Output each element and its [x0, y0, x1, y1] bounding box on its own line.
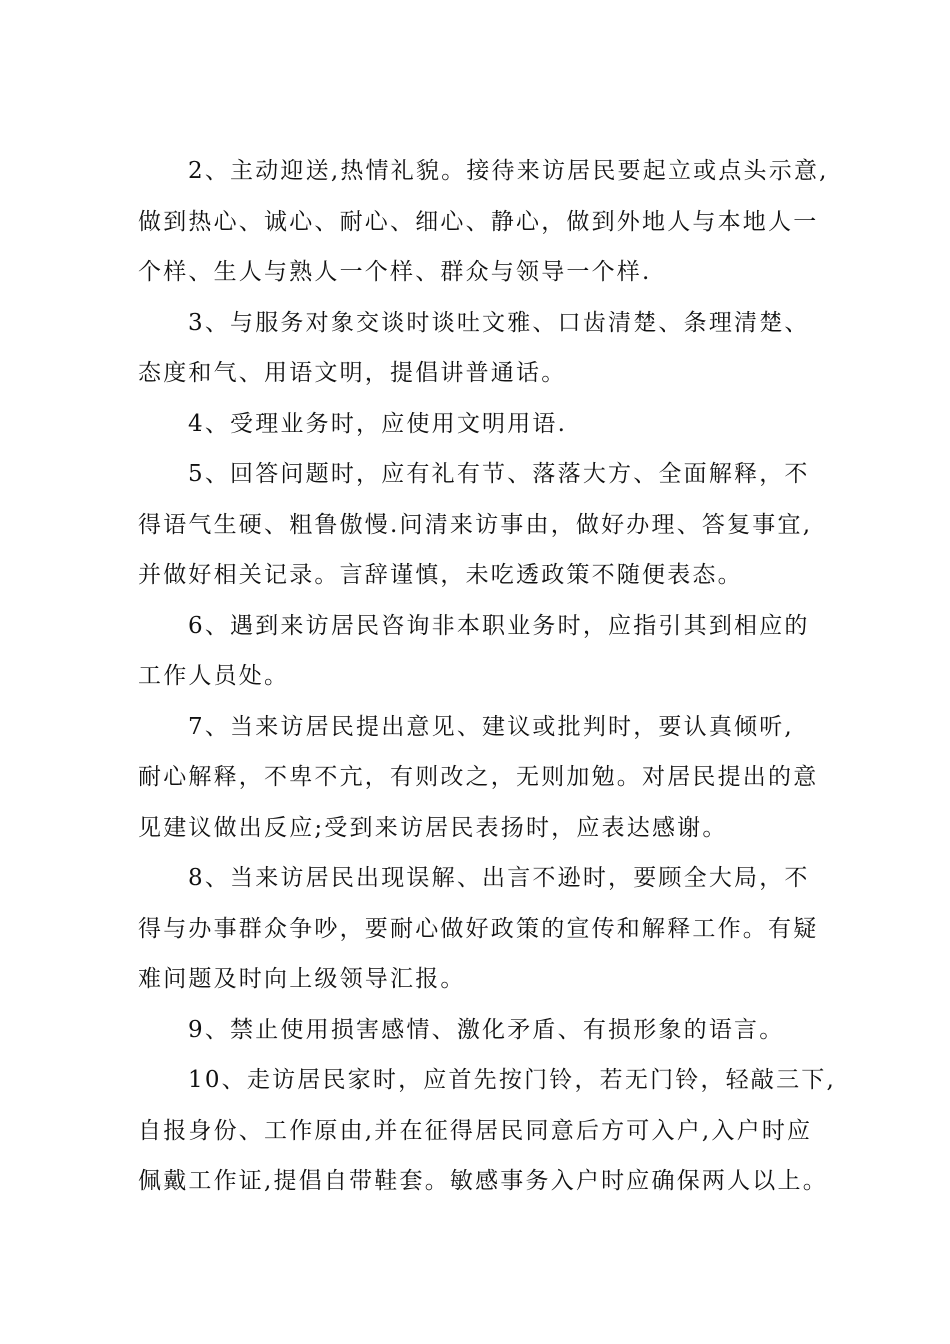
paragraph-item-4: [138, 399, 838, 450]
paragraph-line: 7、当来访居民提出意见、建议或批判时，要认真倾听,: [188, 713, 794, 740]
paragraph-line: 5、回答问题时，应有礼有节、落落大方、全面解释，不: [188, 461, 810, 487]
paragraph-item-6: [138, 601, 838, 702]
paragraph-line: 工作人员处。: [138, 663, 290, 689]
paragraph-line: 态度和气、用语文明，提倡讲普通话。: [138, 360, 567, 386]
document-body: [138, 146, 838, 1207]
paragraph-item-3: [138, 298, 838, 399]
paragraph-line: 佩戴工作证,提倡自带鞋套。敏感事务入户时应确保两人以上。: [138, 1168, 828, 1194]
paragraph-line: 3、与服务对象交谈时谈吐文雅、口齿清楚、条理清楚、: [188, 309, 810, 336]
paragraph-line: 个样、生人与熟人一个样、群众与领导一个样.: [138, 259, 652, 285]
paragraph-line: 9、禁止使用损害感情、激化矛盾、有损形象的语言。: [188, 1016, 785, 1043]
paragraph-line: 得语气生硬、粗鲁傲慢.问清来访事由，做好办理、答复事宜,: [138, 511, 813, 538]
paragraph-line: 难问题及时向上级领导汇报。: [138, 966, 466, 992]
paragraph-line: 做到热心、诚心、耐心、细心、静心，做到外地人与本地人一: [138, 208, 819, 235]
paragraph-line: 耐心解释，不卑不亢，有则改之，无则加勉。对居民提出的意: [138, 764, 819, 790]
paragraph-line: 4、受理业务时，应使用文明用语.: [188, 410, 568, 437]
paragraph-line: 6、遇到来访居民咨询非本职业务时，应指引其到相应的: [188, 612, 810, 639]
paragraph-line: 8、当来访居民出现误解、出言不逊时，要顾全大局，不: [188, 865, 810, 891]
paragraph-item-5: [138, 449, 838, 601]
paragraph-item-9: [138, 1005, 838, 1056]
paragraph-line: 10、走访居民家时，应首先按门铃，若无门铃，轻敲三下,: [188, 1067, 836, 1093]
paragraph-item-7: [138, 702, 838, 854]
paragraph-line: 2、主动迎送,热情礼貌。接待来访居民要起立或点头示意,: [188, 158, 829, 184]
paragraph-line: 见建议做出反应;受到来访居民表扬时，应表达感谢。: [138, 814, 728, 841]
paragraph-line: 自报身份、工作原由,并在征得居民同意后方可入户,入户时应: [138, 1117, 813, 1144]
paragraph-line: 得与办事群众争吵，要耐心做好政策的宣传和解释工作。有疑: [138, 915, 819, 942]
paragraph-item-2: [138, 146, 838, 298]
paragraph-line: 并做好相关记录。言辞谨慎，未吃透政策不随便表态。: [138, 562, 743, 588]
paragraph-item-10: [138, 1055, 838, 1207]
paragraph-item-8: [138, 853, 838, 1005]
